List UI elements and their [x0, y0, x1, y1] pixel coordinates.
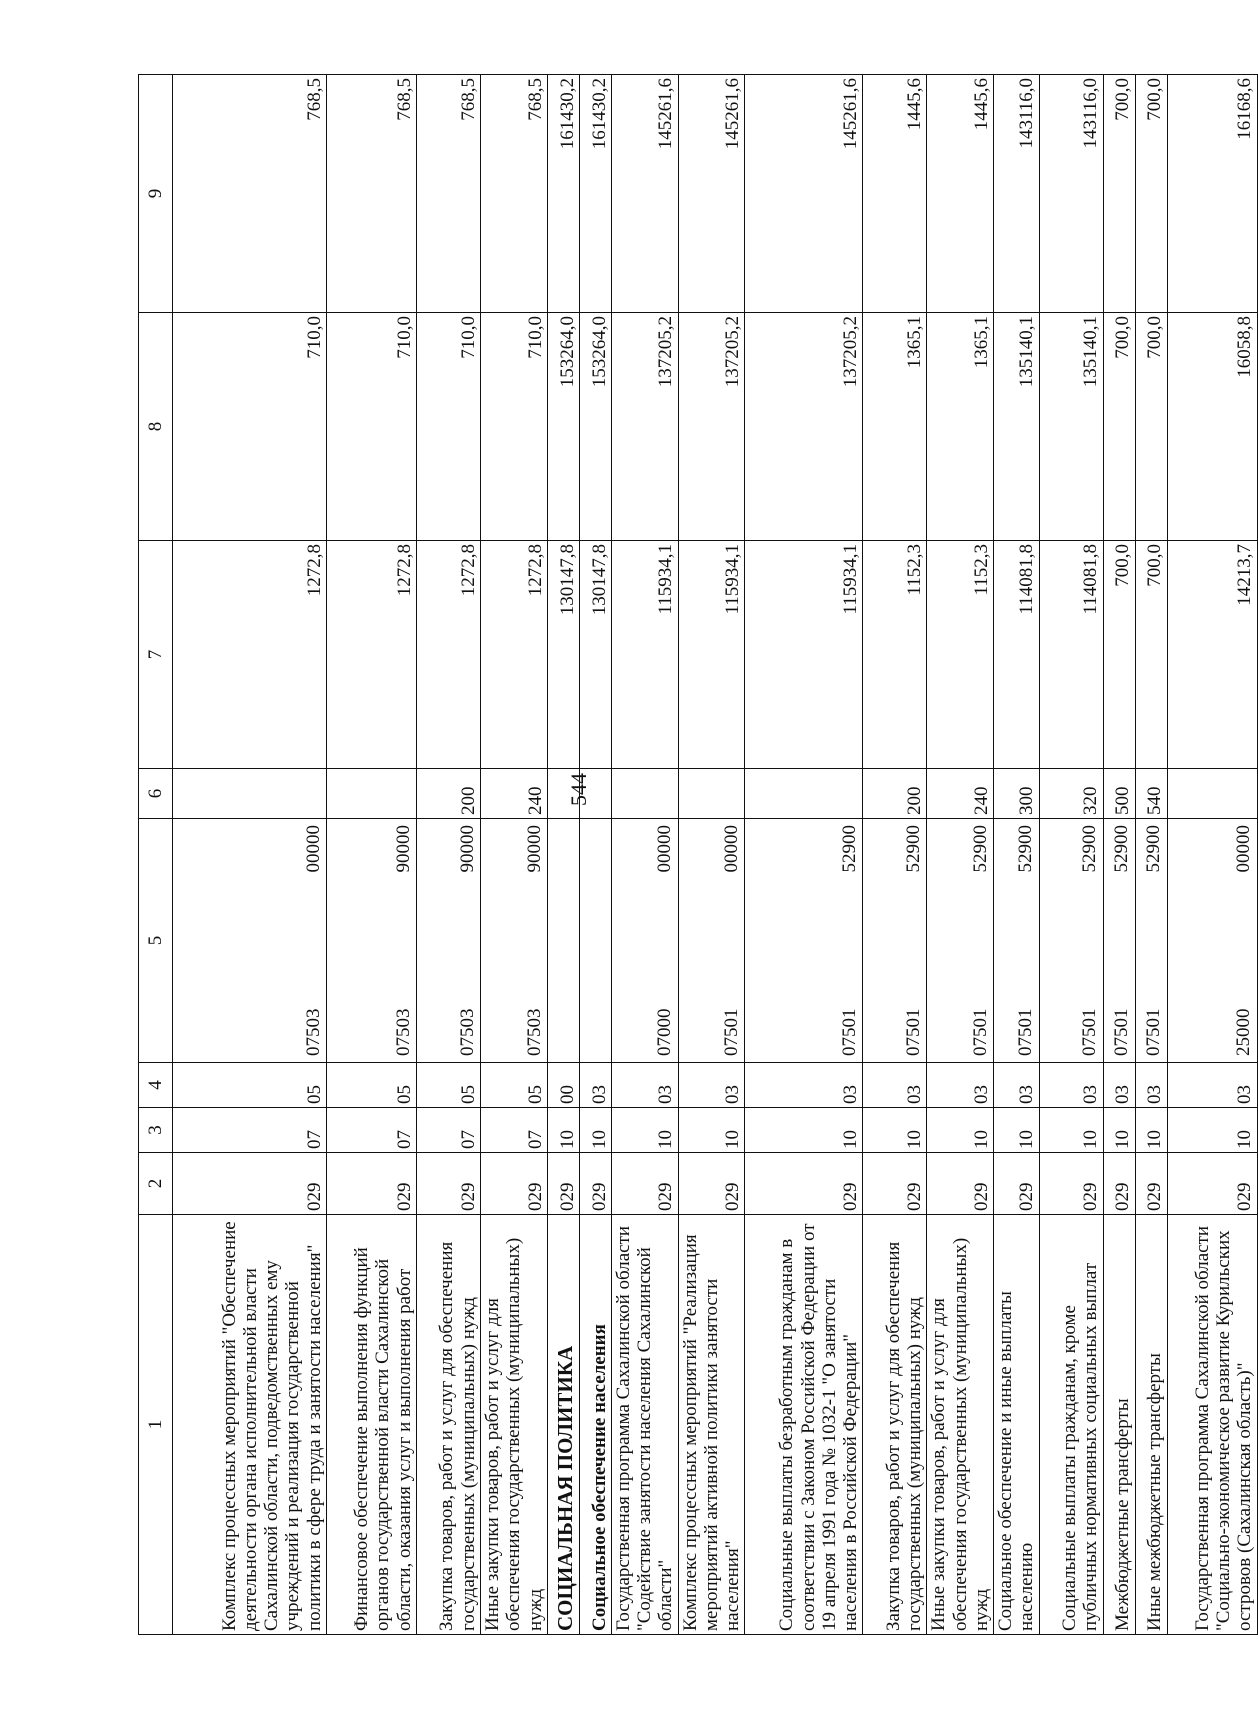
- target-article-part-a: 07503: [302, 1008, 324, 1056]
- amount-year-3-cell: 768,5: [417, 75, 481, 313]
- ministry-code-cell: 029: [481, 1153, 548, 1215]
- target-article-part-b: 00000: [1233, 825, 1255, 873]
- row-name-cell: Социальное обеспечение населения: [579, 1215, 611, 1635]
- target-article-part-a: 07501: [1143, 1008, 1165, 1056]
- subsection-code-cell: 00: [547, 1063, 579, 1108]
- target-article-code: [653, 822, 676, 1059]
- amount-year-1-cell: 115934,1: [745, 541, 863, 769]
- target-article-cell: [547, 819, 579, 1063]
- section-code-cell: 10: [1167, 1108, 1257, 1153]
- section-code-cell: 10: [927, 1108, 994, 1153]
- table-row: [1167, 75, 1257, 1635]
- section-code-cell: 10: [611, 1108, 678, 1153]
- row-name-cell: Социальное обеспечение и иные выплаты населению: [994, 1215, 1040, 1635]
- expense-type-cell: 300: [994, 769, 1040, 819]
- amount-year-1-cell: 700,0: [1135, 541, 1167, 769]
- amount-year-2-cell: 135140,1: [994, 313, 1040, 541]
- column-number-header-row: [139, 75, 173, 1635]
- target-article-code: [608, 822, 610, 1059]
- target-article-part-b: 00000: [654, 825, 676, 873]
- table-row: [1135, 75, 1167, 1635]
- section-code-cell: 07: [481, 1108, 548, 1153]
- amount-year-2-cell: 137205,2: [678, 313, 745, 541]
- expense-type-cell: [1167, 769, 1257, 819]
- amount-year-3-cell: 16168,6: [1167, 75, 1257, 313]
- amount-year-1-cell: 114081,8: [1039, 541, 1103, 769]
- amount-year-3-cell: 143116,0: [1039, 75, 1103, 313]
- budget-table: [138, 74, 1258, 1635]
- target-article-cell: [1167, 819, 1257, 1063]
- target-article-part-b: 52900: [1015, 825, 1037, 873]
- expense-type-cell: 200: [417, 769, 481, 819]
- amount-year-1-cell: 1152,3: [863, 541, 927, 769]
- amount-year-3-cell: 145261,6: [611, 75, 678, 313]
- row-name-cell: Комплекс процессных мероприятий "Обеспечение деятельности органа исполнительной власти Сахалинской области, подведомственных ему учреждений и реализация государственной политики в сфере труда и занятости населения": [173, 1215, 327, 1635]
- ministry-code-cell: 029: [579, 1153, 611, 1215]
- target-article-code: [302, 822, 325, 1059]
- ministry-code-cell: 029: [1103, 1153, 1135, 1215]
- row-name-cell: Иные закупки товаров, работ и услуг для обеспечения государственных (муниципальных) нужд: [927, 1215, 994, 1635]
- section-code-cell: 07: [173, 1108, 327, 1153]
- column-header-6: 6: [139, 769, 173, 819]
- amount-year-3-cell: 768,5: [327, 75, 417, 313]
- target-article-code: [1142, 822, 1165, 1059]
- ministry-code-cell: 029: [547, 1153, 579, 1215]
- amount-year-2-cell: 700,0: [1103, 313, 1135, 541]
- amount-year-3-cell: 1445,6: [927, 75, 994, 313]
- target-article-code: [969, 822, 992, 1059]
- row-name-cell: Закупка товаров, работ и услуг для обеспечения государственных (муниципальных) нужд: [417, 1215, 481, 1635]
- expense-type-cell: [327, 769, 417, 819]
- row-name-cell: Иные закупки товаров, работ и услуг для обеспечения государственных (муниципальных) нужд: [481, 1215, 548, 1635]
- target-article-code: [838, 822, 861, 1059]
- amount-year-2-cell: 153264,0: [547, 313, 579, 541]
- row-name-cell: СОЦИАЛЬНАЯ ПОЛИТИКА: [547, 1215, 579, 1635]
- table-row: [678, 75, 745, 1635]
- amount-year-1-cell: 700,0: [1103, 541, 1135, 769]
- table-row: [927, 75, 994, 1635]
- expense-type-cell: 320: [1039, 769, 1103, 819]
- rotated-table-container: [138, 75, 1256, 1635]
- target-article-cell: [1103, 819, 1135, 1063]
- ministry-code-cell: 029: [927, 1153, 994, 1215]
- table-row: [1103, 75, 1135, 1635]
- column-header-5: 5: [139, 819, 173, 1063]
- amount-year-3-cell: 143116,0: [994, 75, 1040, 313]
- target-article-part-b: 52900: [839, 825, 861, 873]
- amount-year-3-cell: 1445,6: [863, 75, 927, 313]
- target-article-code: [902, 822, 925, 1059]
- target-article-code: [456, 822, 479, 1059]
- amount-year-2-cell: 710,0: [417, 313, 481, 541]
- target-article-part-a: 07503: [456, 1008, 478, 1056]
- column-header-7: 7: [139, 541, 173, 769]
- section-code-cell: 10: [1135, 1108, 1167, 1153]
- ministry-code-cell: 029: [1039, 1153, 1103, 1215]
- table-row: [863, 75, 927, 1635]
- target-article-part-b: 90000: [456, 825, 478, 873]
- table-row: [745, 75, 863, 1635]
- target-article-part-a: 07503: [523, 1008, 545, 1056]
- amount-year-2-cell: 137205,2: [745, 313, 863, 541]
- amount-year-1-cell: 1272,8: [327, 541, 417, 769]
- table-row: [547, 75, 579, 1635]
- amount-year-3-cell: 161430,2: [579, 75, 611, 313]
- amount-year-3-cell: 700,0: [1103, 75, 1135, 313]
- target-article-part-b: 90000: [523, 825, 545, 873]
- target-article-part-b: 52900: [903, 825, 925, 873]
- table-row: [611, 75, 678, 1635]
- target-article-part-b: 52900: [1111, 825, 1133, 873]
- column-header-2: 2: [139, 1153, 173, 1215]
- row-name-cell: Комплекс процессных мероприятий "Реализация мероприятий активной политики занятости населения": [678, 1215, 745, 1635]
- target-article-part-a: 07501: [1079, 1008, 1101, 1056]
- subsection-code-cell: 03: [1167, 1063, 1257, 1108]
- subsection-code-cell: 03: [927, 1063, 994, 1108]
- target-article-part-b: 00000: [721, 825, 743, 873]
- target-article-cell: [678, 819, 745, 1063]
- target-article-part-b: 52900: [1079, 825, 1101, 873]
- column-header-9: 9: [139, 75, 173, 313]
- subsection-code-cell: 03: [1039, 1063, 1103, 1108]
- expense-type-cell: [745, 769, 863, 819]
- amount-year-2-cell: 710,0: [327, 313, 417, 541]
- row-name-cell: Социальные выплаты безработным гражданам в соответствии с Законом Российской Федерации от 19 апреля 1991 года № 1032-1 "О занятости населения в Российской Федерации": [745, 1215, 863, 1635]
- target-article-code: [576, 822, 578, 1059]
- section-code-cell: 07: [327, 1108, 417, 1153]
- target-article-code: [392, 822, 415, 1059]
- target-article-cell: [863, 819, 927, 1063]
- target-article-code: [523, 822, 546, 1059]
- amount-year-1-cell: 1152,3: [927, 541, 994, 769]
- amount-year-1-cell: 14213,7: [1167, 541, 1257, 769]
- expense-type-cell: 240: [927, 769, 994, 819]
- amount-year-3-cell: 768,5: [173, 75, 327, 313]
- section-code-cell: 10: [863, 1108, 927, 1153]
- target-article-part-b: 00000: [302, 825, 324, 873]
- target-article-part-a: 07501: [721, 1008, 743, 1056]
- column-header-3: 3: [139, 1108, 173, 1153]
- subsection-code-cell: 03: [579, 1063, 611, 1108]
- target-article-part-a: 07501: [1015, 1008, 1037, 1056]
- target-article-part-a: 07000: [654, 1008, 676, 1056]
- table-row: [994, 75, 1040, 1635]
- target-article-part-b: 90000: [392, 825, 414, 873]
- table-row: [173, 75, 327, 1635]
- expense-type-cell: 200: [863, 769, 927, 819]
- amount-year-2-cell: 700,0: [1135, 313, 1167, 541]
- amount-year-2-cell: 153264,0: [579, 313, 611, 541]
- table-body: [173, 75, 1258, 1635]
- subsection-code-cell: 03: [745, 1063, 863, 1108]
- amount-year-1-cell: 114081,8: [994, 541, 1040, 769]
- amount-year-2-cell: 710,0: [173, 313, 327, 541]
- target-article-part-a: 25000: [1233, 1008, 1255, 1056]
- amount-year-2-cell: 137205,2: [611, 313, 678, 541]
- amount-year-3-cell: 145261,6: [678, 75, 745, 313]
- amount-year-1-cell: 115934,1: [611, 541, 678, 769]
- ministry-code-cell: 029: [745, 1153, 863, 1215]
- amount-year-1-cell: 130147,8: [579, 541, 611, 769]
- section-code-cell: 10: [1103, 1108, 1135, 1153]
- target-article-part-a: 07501: [903, 1008, 925, 1056]
- subsection-code-cell: 05: [417, 1063, 481, 1108]
- target-article-cell: [1135, 819, 1167, 1063]
- target-article-cell: [417, 819, 481, 1063]
- target-article-part-a: 07501: [839, 1008, 861, 1056]
- target-article-cell: [927, 819, 994, 1063]
- amount-year-1-cell: 1272,8: [173, 541, 327, 769]
- row-name-cell: Иные межбюджетные трансферты: [1135, 1215, 1167, 1635]
- target-article-code: [1110, 822, 1133, 1059]
- target-article-cell: [579, 819, 611, 1063]
- table-row: [417, 75, 481, 1635]
- ministry-code-cell: 029: [173, 1153, 327, 1215]
- target-article-code: [1014, 822, 1037, 1059]
- ministry-code-cell: 029: [863, 1153, 927, 1215]
- target-article-part-a: 07501: [969, 1008, 991, 1056]
- row-name-cell: Закупка товаров, работ и услуг для обеспечения государственных (муниципальных) нужд: [863, 1215, 927, 1635]
- amount-year-1-cell: 130147,8: [547, 541, 579, 769]
- target-article-cell: [173, 819, 327, 1063]
- target-article-part-a: 07503: [392, 1008, 414, 1056]
- table-row: [481, 75, 548, 1635]
- table-row: [327, 75, 417, 1635]
- page-number: 544: [566, 773, 591, 806]
- expense-type-cell: [611, 769, 678, 819]
- target-article-cell: [745, 819, 863, 1063]
- expense-type-cell: 240: [481, 769, 548, 819]
- subsection-code-cell: 03: [678, 1063, 745, 1108]
- column-header-4: 4: [139, 1063, 173, 1108]
- table-row: [1039, 75, 1103, 1635]
- target-article-cell: [481, 819, 548, 1063]
- target-article-cell: [327, 819, 417, 1063]
- subsection-code-cell: 05: [327, 1063, 417, 1108]
- amount-year-2-cell: 1365,1: [927, 313, 994, 541]
- subsection-code-cell: 05: [173, 1063, 327, 1108]
- target-article-part-a: 07501: [1111, 1008, 1133, 1056]
- ministry-code-cell: 029: [417, 1153, 481, 1215]
- expense-type-cell: 540: [1135, 769, 1167, 819]
- target-article-cell: [994, 819, 1040, 1063]
- subsection-code-cell: 03: [994, 1063, 1040, 1108]
- target-article-cell: [611, 819, 678, 1063]
- subsection-code-cell: 03: [1135, 1063, 1167, 1108]
- target-article-cell: [1039, 819, 1103, 1063]
- target-article-code: [1232, 822, 1255, 1059]
- expense-type-cell: [173, 769, 327, 819]
- target-article-part-b: 52900: [1143, 825, 1165, 873]
- amount-year-1-cell: 1272,8: [481, 541, 548, 769]
- amount-year-2-cell: 135140,1: [1039, 313, 1103, 541]
- section-code-cell: 10: [579, 1108, 611, 1153]
- row-name-cell: Социальные выплаты гражданам, кроме публичных нормативных социальных выплат: [1039, 1215, 1103, 1635]
- expense-type-cell: [547, 769, 579, 819]
- amount-year-1-cell: 1272,8: [417, 541, 481, 769]
- section-code-cell: 10: [745, 1108, 863, 1153]
- ministry-code-cell: 029: [1167, 1153, 1257, 1215]
- ministry-code-cell: 029: [327, 1153, 417, 1215]
- ministry-code-cell: 029: [611, 1153, 678, 1215]
- section-code-cell: 07: [417, 1108, 481, 1153]
- amount-year-2-cell: 710,0: [481, 313, 548, 541]
- amount-year-3-cell: 145261,6: [745, 75, 863, 313]
- amount-year-3-cell: 161430,2: [547, 75, 579, 313]
- subsection-code-cell: 03: [611, 1063, 678, 1108]
- section-code-cell: 10: [678, 1108, 745, 1153]
- section-code-cell: 10: [1039, 1108, 1103, 1153]
- row-name-cell: Государственная программа Сахалинской области "Содействие занятости населения Сахалинской области": [611, 1215, 678, 1635]
- expense-type-cell: [579, 769, 611, 819]
- row-name-cell: Межбюджетные трансферты: [1103, 1215, 1135, 1635]
- subsection-code-cell: 05: [481, 1063, 548, 1108]
- amount-year-3-cell: 768,5: [481, 75, 548, 313]
- amount-year-2-cell: 1365,1: [863, 313, 927, 541]
- section-code-cell: 10: [994, 1108, 1040, 1153]
- amount-year-3-cell: 700,0: [1135, 75, 1167, 313]
- table-row: [579, 75, 611, 1635]
- amount-year-1-cell: 115934,1: [678, 541, 745, 769]
- ministry-code-cell: 029: [1135, 1153, 1167, 1215]
- ministry-code-cell: 029: [994, 1153, 1040, 1215]
- ministry-code-cell: 029: [678, 1153, 745, 1215]
- column-header-8: 8: [139, 313, 173, 541]
- target-article-part-b: 52900: [969, 825, 991, 873]
- expense-type-cell: [678, 769, 745, 819]
- row-name-cell: Финансовое обеспечение выполнения функций органов государственной власти Сахалинской области, оказания услуг и выполнения работ: [327, 1215, 417, 1635]
- amount-year-2-cell: 16058,8: [1167, 313, 1257, 541]
- column-header-1: 1: [139, 1215, 173, 1635]
- subsection-code-cell: 03: [1103, 1063, 1135, 1108]
- expense-type-cell: 500: [1103, 769, 1135, 819]
- section-code-cell: 10: [547, 1108, 579, 1153]
- row-name-cell: Государственная программа Сахалинской области "Социально-экономическое развитие Курильских островов (Сахалинская область)": [1167, 1215, 1257, 1635]
- target-article-code: [720, 822, 743, 1059]
- target-article-code: [1078, 822, 1101, 1059]
- subsection-code-cell: 03: [863, 1063, 927, 1108]
